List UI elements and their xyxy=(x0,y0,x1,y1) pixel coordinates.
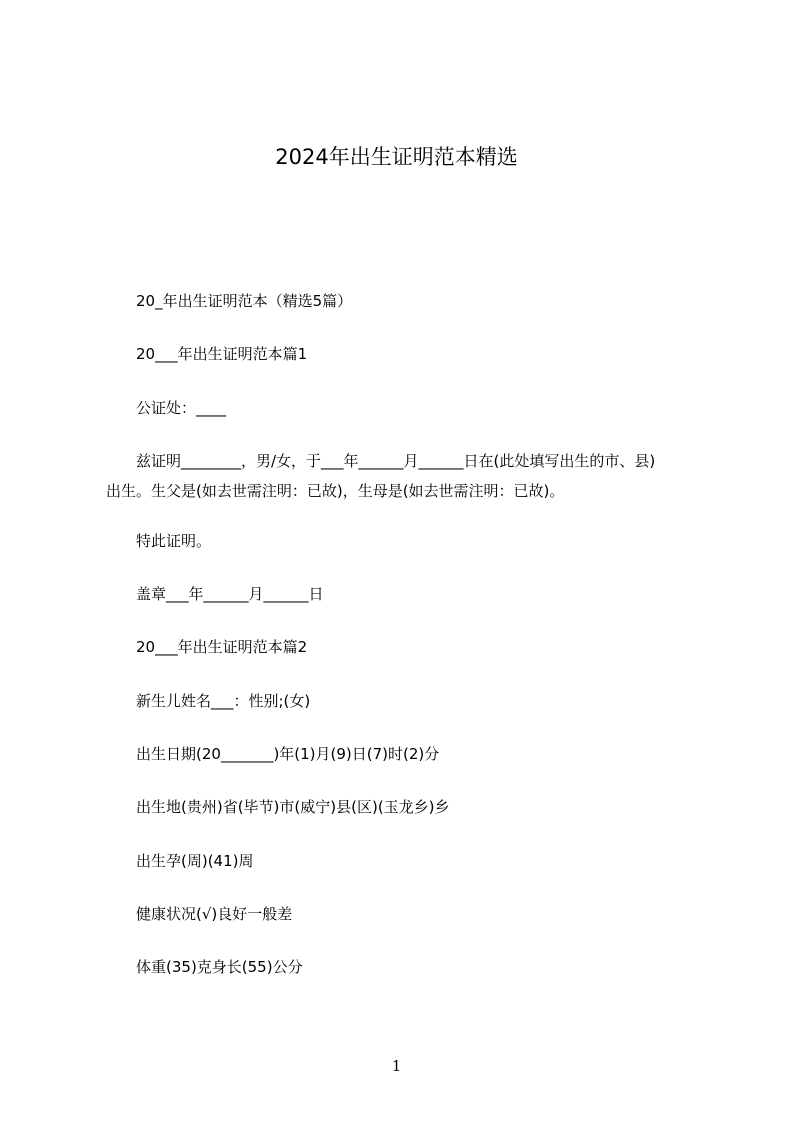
paragraph-text: 盖章___年______月______日 xyxy=(136,585,324,603)
paragraph-gestation xyxy=(106,851,736,871)
page-number: 1 xyxy=(391,1057,402,1075)
paragraph-text: 20___年出生证明范本篇2 xyxy=(136,638,308,656)
paragraph-text: 出生地(贵州)省(毕节)市(威宁)县(区)(玉龙乡)乡 xyxy=(136,798,450,816)
paragraph-text: 出生孕(周)(41)周 xyxy=(136,852,254,870)
paragraph-weight-length xyxy=(106,957,736,977)
paragraph-text: 20_年出生证明范本（精选5篇） xyxy=(136,292,353,310)
paragraph-text: 新生儿姓名___：性别;(女) xyxy=(136,692,311,710)
paragraph-newborn-name xyxy=(106,691,736,711)
paragraph-subtitle xyxy=(106,291,736,311)
paragraph-notary-office xyxy=(106,398,736,418)
paragraph-seal-date xyxy=(106,584,736,604)
paragraph-section-heading-2 xyxy=(106,637,736,657)
document-title: 2024年出生证明范本精选 xyxy=(275,145,518,169)
paragraph-text: 体重(35)克身长(55)公分 xyxy=(136,958,303,976)
paragraph-text: 特此证明。 xyxy=(136,532,212,550)
paragraph-hereby-certify xyxy=(106,531,736,551)
certificate-line-2: 出生。生父是(如去世需注明：已故)，生母是(如去世需注明：已故)。 xyxy=(106,482,565,500)
certificate-line-1: 兹证明________，男/女，于___年______月______日在(此处填写出生的市、县) xyxy=(136,452,656,470)
paragraph-birthplace xyxy=(106,797,736,817)
paragraph-text: 20___年出生证明范本篇1 xyxy=(136,345,308,363)
paragraph-text: 公证处：____ xyxy=(136,399,227,417)
paragraph-certificate-body xyxy=(106,451,706,501)
paragraph-section-heading-1 xyxy=(106,344,736,364)
paragraph-text: 出生日期(20_______)年(1)月(9)日(7)时(2)分 xyxy=(136,745,440,763)
paragraph-birth-date xyxy=(106,744,736,764)
paragraph-text: 健康状况(√)良好一般差 xyxy=(136,905,293,923)
paragraph-health-status xyxy=(106,904,736,924)
